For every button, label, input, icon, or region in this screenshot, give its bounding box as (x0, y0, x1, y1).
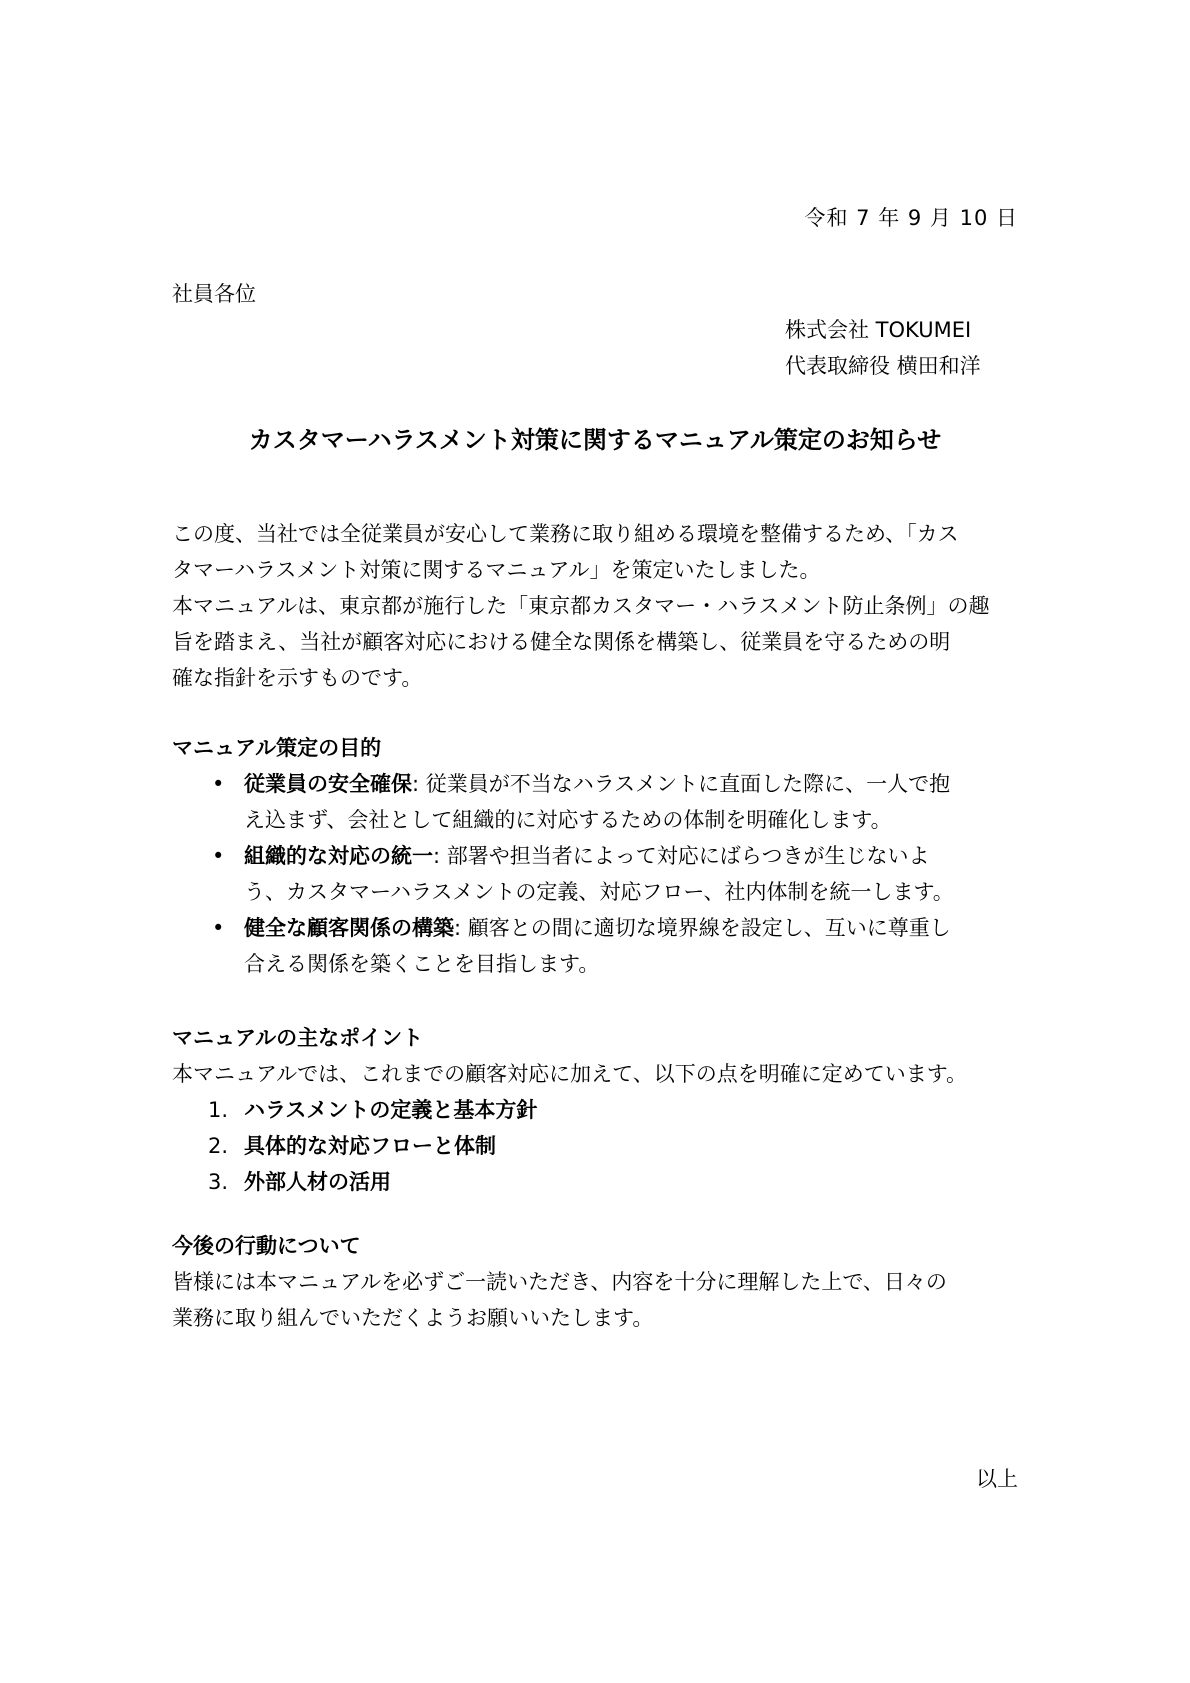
item-number: 3. (208, 1170, 229, 1194)
actions-heading: 今後の行動について (172, 1234, 361, 1258)
purpose-text: : 従業員が不当なハラスメントに直面した際に、一人で抱 (412, 772, 951, 796)
purpose-term: 健全な顧客関係の構築 (244, 916, 454, 940)
purpose-text: え込まず、会社として組織的に対応するための体制を明確化します。 (244, 808, 892, 832)
purpose-list (172, 766, 1032, 982)
sender-representative: 代表取締役 横田和洋 (785, 354, 981, 378)
purpose-text: : 部署や担当者によって対応にばらつきが生じないよ (433, 844, 930, 868)
bullet-icon: • (212, 844, 225, 868)
sender-company: 株式会社 TOKUMEI (785, 318, 972, 342)
points-section (172, 1020, 1032, 1200)
intro-line: この度、当社では全従業員が安心して業務に取り組める環境を整備するため、「カス (172, 522, 959, 546)
points-item (172, 1092, 1032, 1128)
document-date: 令和 7 年 9 月 10 日 (804, 206, 1018, 230)
document-title: カスタマーハラスメント対策に関するマニュアル策定のお知らせ (248, 426, 942, 454)
item-number: 2. (208, 1134, 229, 1158)
actions-section (172, 1228, 1032, 1336)
actions-line: 業務に取り組んでいただくようお願いいたします。 (172, 1306, 654, 1330)
purpose-text: 合える関係を築くことを目指します。 (244, 952, 600, 976)
bullet-icon: • (212, 916, 225, 940)
intro-line: 本マニュアルは、東京都が施行した「東京都カスタマー・ハラスメント防止条例」の趣 (172, 594, 990, 618)
purpose-section (172, 730, 1032, 982)
points-lead: 本マニュアルでは、これまでの顧客対応に加えて、以下の点を明確に定めています。 (172, 1062, 968, 1086)
points-heading: マニュアルの主なポイント (172, 1026, 424, 1050)
sender-block (785, 312, 981, 384)
purpose-heading: マニュアル策定の目的 (172, 736, 382, 760)
intro-line: 確な指針を示すものです。 (172, 666, 423, 690)
closing-text: 以上 (976, 1467, 1018, 1491)
actions-line: 皆様には本マニュアルを必ずご一読いただき、内容を十分に理解した上で、日々の (172, 1270, 947, 1294)
item-text: 具体的な対応フローと体制 (244, 1134, 496, 1158)
purpose-term: 従業員の安全確保 (244, 772, 412, 796)
bullet-icon: • (212, 772, 225, 796)
purpose-text: う、カスタマーハラスメントの定義、対応フロー、社内体制を統一します。 (244, 880, 954, 904)
intro-line: 旨を踏まえ、当社が顧客対応における健全な関係を構築し、従業員を守るための明 (172, 630, 951, 654)
points-item (172, 1164, 1032, 1200)
item-text: ハラスメントの定義と基本方針 (244, 1098, 538, 1122)
purpose-item (172, 766, 1032, 838)
addressee: 社員各位 (172, 282, 256, 306)
purpose-term: 組織的な対応の統一 (244, 844, 433, 868)
purpose-item (172, 838, 1032, 910)
item-text: 外部人材の活用 (244, 1170, 391, 1194)
points-item (172, 1128, 1032, 1164)
item-number: 1. (208, 1098, 229, 1122)
points-list (172, 1092, 1032, 1200)
purpose-item (172, 910, 1032, 982)
purpose-text: : 顧客との間に適切な境界線を設定し、互いに尊重し (454, 916, 951, 940)
intro-line: タマーハラスメント対策に関するマニュアル」を策定いたしました。 (172, 558, 821, 582)
intro-paragraph (172, 516, 1032, 696)
